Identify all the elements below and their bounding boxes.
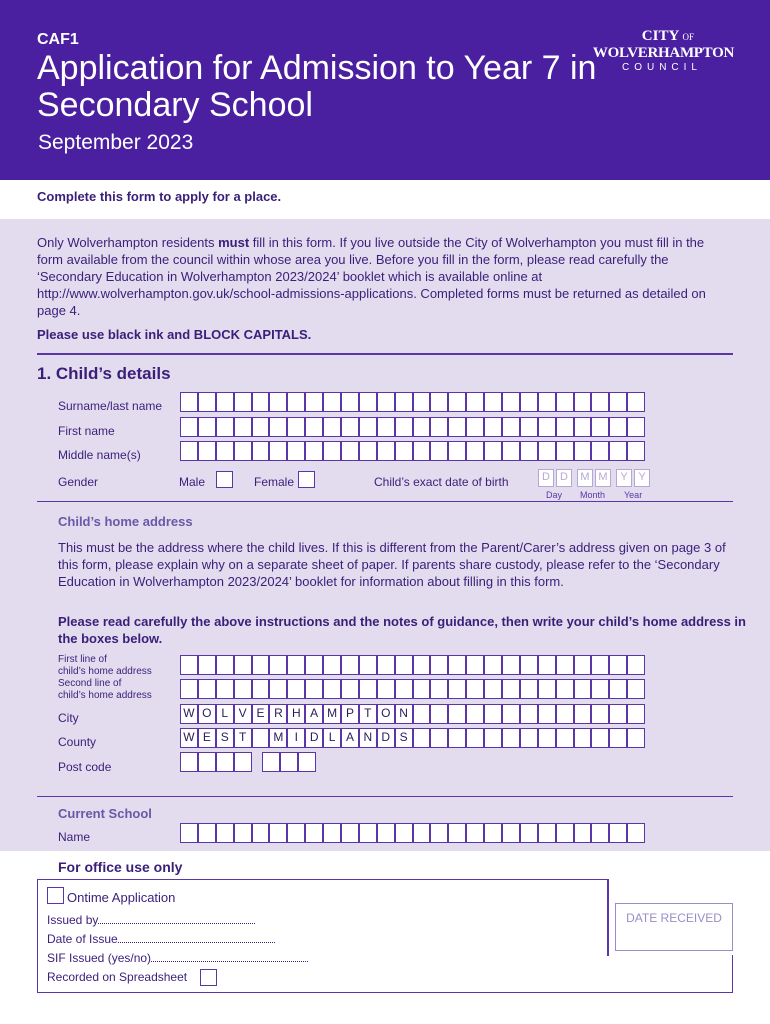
char-box[interactable]: [627, 728, 645, 748]
intro-heading: Complete this form to apply for a place.: [37, 189, 282, 204]
char-box[interactable]: I: [287, 728, 305, 748]
char-box[interactable]: [538, 679, 556, 699]
char-box[interactable]: [520, 679, 538, 699]
page-title: Application for Admission to Year 7 in Secondary School: [37, 49, 597, 124]
char-box[interactable]: [502, 655, 520, 675]
section-divider: [37, 353, 733, 355]
char-box[interactable]: [627, 441, 645, 461]
dob-year-legend: Year: [624, 490, 643, 500]
char-box[interactable]: [359, 392, 377, 412]
char-box[interactable]: [538, 704, 556, 724]
char-box[interactable]: [341, 392, 359, 412]
char-box[interactable]: S: [395, 728, 413, 748]
char-box[interactable]: [413, 679, 431, 699]
recorded-label: Recorded on Spreadsheet: [47, 970, 188, 984]
char-box[interactable]: [234, 441, 252, 461]
char-box[interactable]: A: [341, 728, 359, 748]
school-name-label: Name: [58, 830, 91, 844]
char-box[interactable]: A: [305, 704, 323, 724]
char-box[interactable]: [359, 679, 377, 699]
char-box[interactable]: [305, 392, 323, 412]
char-box[interactable]: [198, 679, 216, 699]
char-box[interactable]: [448, 392, 466, 412]
char-box[interactable]: [359, 417, 377, 437]
char-box[interactable]: [556, 823, 574, 843]
char-box[interactable]: [484, 679, 502, 699]
char-box[interactable]: L: [216, 704, 234, 724]
middle-name-label: Middle name(s): [58, 448, 141, 462]
char-box[interactable]: [430, 823, 448, 843]
char-box[interactable]: [538, 392, 556, 412]
char-box[interactable]: [448, 704, 466, 724]
char-box[interactable]: [466, 417, 484, 437]
char-box[interactable]: [395, 655, 413, 675]
char-box[interactable]: [591, 441, 609, 461]
char-box[interactable]: [252, 392, 270, 412]
address-instructions: This must be the address where the child lives. If this is different from the Parent/Carer’s address given on page 3 of this form, please explain why on a separate sheet of paper. If parents share custody, please refer to the ‘Secondary Education in Wolverhampton 2023/2024’ booklet for information about filling in this form.: [58, 540, 726, 589]
char-box[interactable]: [198, 823, 216, 843]
char-box[interactable]: [556, 417, 574, 437]
char-box[interactable]: [377, 823, 395, 843]
address-line1-input[interactable]: [180, 655, 645, 675]
section-title-child-details: 1. Child’s details: [37, 364, 171, 383]
char-box[interactable]: [377, 441, 395, 461]
char-box[interactable]: [591, 417, 609, 437]
char-box[interactable]: [395, 417, 413, 437]
char-box[interactable]: [234, 679, 252, 699]
char-box[interactable]: [377, 417, 395, 437]
char-box[interactable]: [502, 823, 520, 843]
dob-box-year-1[interactable]: Y: [616, 469, 632, 487]
char-box[interactable]: D: [305, 728, 323, 748]
char-box[interactable]: [430, 417, 448, 437]
char-box[interactable]: [216, 441, 234, 461]
char-box[interactable]: [252, 441, 270, 461]
char-box[interactable]: [252, 823, 270, 843]
char-box[interactable]: L: [323, 728, 341, 748]
char-box[interactable]: [538, 728, 556, 748]
char-box[interactable]: [413, 704, 431, 724]
char-box[interactable]: [466, 823, 484, 843]
char-box[interactable]: [216, 417, 234, 437]
char-box[interactable]: [323, 441, 341, 461]
char-box[interactable]: [520, 728, 538, 748]
char-box[interactable]: [234, 392, 252, 412]
char-box[interactable]: [430, 679, 448, 699]
char-box[interactable]: [395, 823, 413, 843]
char-box[interactable]: [609, 655, 627, 675]
first-name-input[interactable]: [180, 417, 645, 437]
logo-line-city: CITY OF: [641, 28, 694, 44]
char-box[interactable]: [448, 417, 466, 437]
char-box[interactable]: [180, 655, 198, 675]
char-box[interactable]: [520, 704, 538, 724]
char-box[interactable]: [538, 655, 556, 675]
char-box[interactable]: [216, 655, 234, 675]
char-box[interactable]: [591, 392, 609, 412]
char-box[interactable]: [591, 655, 609, 675]
surname-label: Surname/last name: [58, 399, 163, 413]
char-box[interactable]: [269, 679, 287, 699]
char-box[interactable]: [484, 441, 502, 461]
address-guidance: Please read carefully the above instructions and the notes of guidance, then write your child’s home address in the boxes below.: [58, 614, 746, 646]
male-checkbox[interactable]: [216, 471, 233, 488]
char-box[interactable]: [484, 392, 502, 412]
char-box[interactable]: [538, 823, 556, 843]
char-box[interactable]: [269, 392, 287, 412]
dob-box-year-2[interactable]: Y: [634, 469, 650, 487]
char-box[interactable]: [252, 417, 270, 437]
school-name-input[interactable]: [180, 823, 645, 843]
char-box[interactable]: [591, 704, 609, 724]
ink-instruction: Please use black ink and BLOCK CAPITALS.: [37, 327, 312, 342]
char-box[interactable]: [323, 679, 341, 699]
char-box[interactable]: [556, 655, 574, 675]
subsection-divider: [37, 796, 733, 797]
char-box[interactable]: [574, 655, 592, 675]
char-box[interactable]: [305, 679, 323, 699]
char-box[interactable]: [466, 679, 484, 699]
char-box[interactable]: [627, 704, 645, 724]
char-box[interactable]: [574, 441, 592, 461]
char-box[interactable]: H: [287, 704, 305, 724]
char-box[interactable]: [359, 441, 377, 461]
char-box[interactable]: [609, 728, 627, 748]
sif-issued-field[interactable]: SIF Issued (yes/no): [47, 951, 308, 965]
char-box[interactable]: [180, 392, 198, 412]
char-box[interactable]: [252, 655, 270, 675]
char-box[interactable]: [341, 417, 359, 437]
current-school-heading: Current School: [58, 806, 152, 821]
date-of-issue-field[interactable]: Date of Issue: [47, 932, 275, 946]
char-box[interactable]: [341, 679, 359, 699]
char-box[interactable]: [395, 441, 413, 461]
char-box[interactable]: [269, 441, 287, 461]
char-box[interactable]: D: [377, 728, 395, 748]
char-box[interactable]: [591, 728, 609, 748]
address-line1-label: First line of child’s home address: [58, 654, 152, 677]
char-box[interactable]: [377, 655, 395, 675]
logo-line-name: WOLVERHAMPTON: [592, 45, 734, 61]
char-box[interactable]: [216, 752, 234, 772]
header-banner: [0, 0, 770, 180]
char-box[interactable]: [591, 823, 609, 843]
char-box[interactable]: [556, 441, 574, 461]
char-box[interactable]: [448, 728, 466, 748]
char-box[interactable]: [574, 392, 592, 412]
female-label: Female: [254, 475, 295, 489]
char-box[interactable]: M: [323, 704, 341, 724]
char-box[interactable]: [448, 823, 466, 843]
char-box[interactable]: [430, 655, 448, 675]
char-box[interactable]: [180, 679, 198, 699]
char-box[interactable]: [413, 655, 431, 675]
char-box[interactable]: [538, 417, 556, 437]
ontime-label: Ontime Application: [67, 890, 176, 905]
char-box[interactable]: [377, 392, 395, 412]
char-box[interactable]: [591, 679, 609, 699]
postcode-input-inward[interactable]: [262, 752, 316, 772]
char-box[interactable]: T: [359, 704, 377, 724]
char-box[interactable]: [287, 823, 305, 843]
char-box[interactable]: [341, 441, 359, 461]
office-use-title: For office use only: [58, 859, 183, 875]
char-box[interactable]: [395, 679, 413, 699]
form-code: CAF1: [37, 31, 79, 48]
char-box[interactable]: [484, 417, 502, 437]
char-box[interactable]: [574, 679, 592, 699]
char-box[interactable]: [520, 655, 538, 675]
char-box[interactable]: [574, 417, 592, 437]
logo-line-council: COUNCIL: [621, 62, 702, 73]
postcode-label: Post code: [58, 760, 112, 774]
char-box[interactable]: V: [234, 704, 252, 724]
char-box[interactable]: [413, 417, 431, 437]
char-box[interactable]: [298, 752, 316, 772]
char-box[interactable]: [377, 679, 395, 699]
char-box[interactable]: [234, 752, 252, 772]
char-box[interactable]: [502, 679, 520, 699]
char-box[interactable]: [556, 728, 574, 748]
char-box[interactable]: [216, 823, 234, 843]
char-box[interactable]: [198, 417, 216, 437]
char-box[interactable]: [323, 823, 341, 843]
char-box[interactable]: [502, 417, 520, 437]
dob-input[interactable]: [538, 469, 652, 487]
char-box[interactable]: [627, 655, 645, 675]
char-box[interactable]: [341, 823, 359, 843]
char-box[interactable]: [287, 417, 305, 437]
char-box[interactable]: [252, 679, 270, 699]
office-box-edge: [607, 879, 609, 956]
char-box[interactable]: [502, 392, 520, 412]
council-logo: [582, 28, 734, 73]
dob-box-day-1[interactable]: D: [538, 469, 554, 487]
char-box[interactable]: N: [395, 704, 413, 724]
char-box[interactable]: [502, 441, 520, 461]
char-box[interactable]: [269, 823, 287, 843]
char-box[interactable]: [502, 704, 520, 724]
char-box[interactable]: [323, 392, 341, 412]
county-label: County: [58, 735, 97, 749]
char-box[interactable]: W: [180, 728, 198, 748]
char-box[interactable]: P: [341, 704, 359, 724]
char-box[interactable]: [395, 392, 413, 412]
char-box[interactable]: O: [198, 704, 216, 724]
char-box[interactable]: [627, 417, 645, 437]
char-box[interactable]: [520, 441, 538, 461]
char-box[interactable]: [484, 655, 502, 675]
county-input[interactable]: [180, 728, 645, 748]
city-label: City: [58, 711, 79, 725]
page-subtitle: September 2023: [38, 131, 194, 154]
surname-input[interactable]: [180, 392, 645, 412]
char-box[interactable]: [627, 392, 645, 412]
address-line2-label: Second line of child’s home address: [58, 678, 152, 701]
male-label: Male: [179, 475, 206, 489]
char-box[interactable]: [413, 392, 431, 412]
char-box[interactable]: [305, 655, 323, 675]
char-box[interactable]: [627, 823, 645, 843]
char-box[interactable]: [520, 392, 538, 412]
char-box[interactable]: [198, 392, 216, 412]
char-box[interactable]: [198, 752, 216, 772]
middle-name-input[interactable]: [180, 441, 645, 461]
char-box[interactable]: [574, 728, 592, 748]
ontime-checkbox[interactable]: [47, 887, 64, 904]
char-box[interactable]: [413, 728, 431, 748]
char-box[interactable]: [466, 704, 484, 724]
char-box[interactable]: [609, 417, 627, 437]
dob-box-month-2[interactable]: M: [595, 469, 611, 487]
char-box[interactable]: [359, 823, 377, 843]
dob-month-legend: Month: [580, 490, 606, 500]
char-box[interactable]: [430, 392, 448, 412]
char-box[interactable]: [520, 417, 538, 437]
char-box[interactable]: [305, 823, 323, 843]
char-box[interactable]: [180, 752, 198, 772]
city-input[interactable]: [180, 704, 645, 724]
char-box[interactable]: M: [269, 728, 287, 748]
char-box[interactable]: E: [252, 704, 270, 724]
char-box[interactable]: [574, 823, 592, 843]
char-box[interactable]: [484, 823, 502, 843]
postcode-input-outward[interactable]: [180, 752, 252, 772]
char-box[interactable]: [413, 823, 431, 843]
date-received-stamp: DATE RECEIVED: [615, 903, 733, 951]
char-box[interactable]: [323, 655, 341, 675]
address-line2-input[interactable]: [180, 679, 645, 699]
gender-label: Gender: [58, 475, 99, 489]
char-box[interactable]: [234, 655, 252, 675]
dob-box-day-2[interactable]: D: [556, 469, 572, 487]
char-box[interactable]: [448, 441, 466, 461]
char-box[interactable]: [180, 823, 198, 843]
char-box[interactable]: [538, 441, 556, 461]
dob-label: Child’s exact date of birth: [374, 475, 509, 489]
char-box[interactable]: [234, 823, 252, 843]
female-checkbox[interactable]: [298, 471, 315, 488]
char-box[interactable]: [484, 728, 502, 748]
issued-by-field[interactable]: Issued by: [47, 913, 255, 927]
char-box[interactable]: [556, 704, 574, 724]
char-box[interactable]: S: [216, 728, 234, 748]
char-box[interactable]: [413, 441, 431, 461]
dob-day-legend: Day: [546, 490, 563, 500]
char-box[interactable]: [430, 728, 448, 748]
char-box[interactable]: [341, 655, 359, 675]
char-box[interactable]: [234, 417, 252, 437]
char-box[interactable]: [574, 704, 592, 724]
char-box[interactable]: [305, 417, 323, 437]
char-box[interactable]: [216, 679, 234, 699]
char-box[interactable]: [198, 655, 216, 675]
char-box[interactable]: [269, 655, 287, 675]
dob-box-month-1[interactable]: M: [577, 469, 593, 487]
char-box[interactable]: [484, 704, 502, 724]
char-box[interactable]: [466, 441, 484, 461]
char-box[interactable]: [287, 679, 305, 699]
char-box[interactable]: [609, 823, 627, 843]
recorded-checkbox[interactable]: [200, 969, 217, 986]
char-box[interactable]: [252, 728, 270, 748]
char-box[interactable]: [609, 392, 627, 412]
char-box[interactable]: [609, 704, 627, 724]
char-box[interactable]: [448, 655, 466, 675]
char-box[interactable]: [180, 417, 198, 437]
char-box[interactable]: [609, 441, 627, 461]
char-box[interactable]: [430, 704, 448, 724]
char-box[interactable]: T: [234, 728, 252, 748]
char-box[interactable]: [287, 655, 305, 675]
char-box[interactable]: [448, 679, 466, 699]
char-box[interactable]: [216, 392, 234, 412]
first-name-label: First name: [58, 424, 115, 438]
char-box[interactable]: [180, 441, 198, 461]
char-box[interactable]: [269, 417, 287, 437]
char-box[interactable]: [305, 441, 323, 461]
home-address-heading: Child’s home address: [58, 514, 193, 529]
char-box[interactable]: [323, 417, 341, 437]
char-box[interactable]: [627, 679, 645, 699]
char-box[interactable]: [280, 752, 298, 772]
char-box[interactable]: [520, 823, 538, 843]
char-box[interactable]: [609, 679, 627, 699]
char-box[interactable]: [430, 441, 448, 461]
char-box[interactable]: [556, 392, 574, 412]
char-box[interactable]: E: [198, 728, 216, 748]
char-box[interactable]: [466, 655, 484, 675]
char-box[interactable]: [502, 728, 520, 748]
char-box[interactable]: [287, 392, 305, 412]
char-box[interactable]: [198, 441, 216, 461]
intro-paragraph: Only Wolverhampton residents must fill in this form. If you live outside the City of Wolverhampton you must fill in the form available from the council within whose area you live. Before you fill in the form, please read carefully the ‘Secondary Education in Wolverhampton 2023/2024’ booklet which is available online at http://www.wolverhampton.gov.uk/school-admissions-applications. Completed forms must be returned as detailed on page 4.: [37, 235, 706, 318]
char-box[interactable]: [287, 441, 305, 461]
char-box[interactable]: [359, 655, 377, 675]
char-box[interactable]: O: [377, 704, 395, 724]
char-box[interactable]: [556, 679, 574, 699]
char-box[interactable]: W: [180, 704, 198, 724]
char-box[interactable]: [466, 728, 484, 748]
char-box[interactable]: N: [359, 728, 377, 748]
char-box[interactable]: R: [269, 704, 287, 724]
char-box[interactable]: [262, 752, 280, 772]
char-box[interactable]: [466, 392, 484, 412]
subsection-divider: [37, 501, 733, 502]
